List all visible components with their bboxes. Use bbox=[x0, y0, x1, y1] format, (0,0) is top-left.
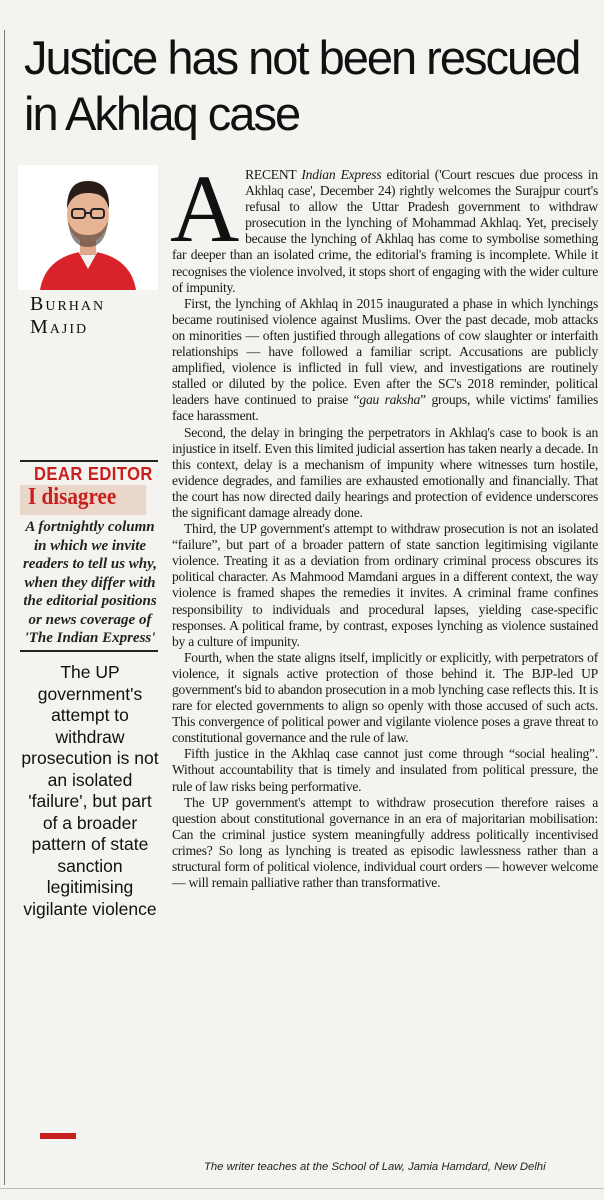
article-body bbox=[170, 155, 599, 891]
drop-cap: A bbox=[170, 155, 240, 262]
article-paragraph-4: Third, the UP government's attempt to withdraw prosecution is not an isolated “failure”, but part of a broader pattern of state sanction legitimising vigilante violence. Treating it as a deviation from ordinary criminal process obscures its political character. As Mahmood Mamdani argues in a different context, the way violence is framed shapes the remedies it invites. A criminal frame confines responsibility to individuals and procedural lapses, yielding case-specific responses. A political frame, by contrast, exposes lynching as violence sustained by a culture of impunity. bbox=[172, 521, 598, 649]
sidebar-title: I disagree bbox=[28, 484, 117, 510]
sidebar-top-rule bbox=[20, 460, 158, 462]
pull-quote: The UP government's attempt to withdraw prosecution is not an isolated 'failure', but part of a broader pattern of state sanction legitimising vigilante violence bbox=[21, 662, 159, 919]
sidebar-kicker: DEAR EDITOR bbox=[34, 464, 153, 484]
article-paragraph-2: First, the lynching of Akhlaq in 2015 inaugurated a phase in which lynchings became routinised violence against Muslims. Over the past decade, mob attacks on minorities — often justified through allegations of cow slaughter or interfaith relationships — have followed a familiar script. Accusations are publicly amplified, violence is inflicted in full view, and investigations are routinely stalled or diluted by the police. Even after the SC's 2018 reminder, political leaders have continued to praise “gau raksha” groups, while victims' families face harassment. bbox=[172, 295, 599, 424]
article-paragraph-5: Fourth, when the state aligns itself, implicitly or explicitly, with perpetrators of violence, it signals active protection of those behind it. The BJP-led UP government's bid to abandon prosecution in a mob lynching case reflects this. It is rare for elected governments to align so openly with those accused of such acts. This convergence of political power and vigilante violence poses a grave threat to constitutional governance and the rule of law. bbox=[172, 649, 598, 746]
article-paragraph-1: ARECENT Indian Express editorial ('Court rescues due process in Akhlaq case', December 24) rightly welcomes the Surajpur court's refusal to allow the Uttar Pradesh government to withdraw prosecution in the lynching of Mohammad Akhlaq. Yet, precisely because the lynching of Akhlaq has come to symbolise something far deeper than an isolated crime, the editorial's framing is incomplete. While it recognises the violence involved, it stops short of engaging with the wider culture of impunity. bbox=[170, 155, 598, 295]
author-byline bbox=[30, 293, 105, 339]
page-bottom-rule bbox=[0, 1188, 604, 1189]
pull-quote-top-rule bbox=[20, 650, 158, 652]
article-paragraph-6: Fifth justice in the Akhlaq case cannot just come through “social healing”. Without accountability that is timely and insulated from political pressure, the rule of law risks being performative. bbox=[172, 746, 598, 794]
sidebar-blurb: A fortnightly column in which we invite readers to tell us why, when they differ with the editorial positions or news coverage of 'The Indian Express' bbox=[22, 519, 158, 646]
author-last-name: Majid bbox=[30, 316, 89, 338]
author-first-name: Burhan bbox=[30, 293, 106, 315]
pull-quote-accent-bar bbox=[40, 1133, 76, 1139]
left-column-rule bbox=[4, 30, 5, 1185]
headline: Justice has not been rescued in Akhlaq case bbox=[24, 31, 580, 140]
article-paragraph-7: The UP government's attempt to withdraw prosecution therefore raises a question about constitutional governance in an era of majoritarian mobilisation: Can the criminal justice system meaningfully address politically incentivised crimes? So long as lynching is treated as episodic lawlessness rather than a structural form of political violence, individual court orders — however welcome — will remain palliative rather than transformative. bbox=[172, 794, 598, 891]
article-paragraph-3: Second, the delay in bringing the perpetrators in Akhlaq's case to book is an injustice in itself. Even this limited judicial assertion has taken nearly a decade. In this context, delay is a mechanism of impunity where witnesses turn hostile, evidence degrades, and families are exhausted emotionally and financially. That the court has now directed daily hearings and protection of evidence underscores the significant damage already done. bbox=[172, 424, 598, 520]
author-photo bbox=[18, 165, 158, 290]
writer-note: The writer teaches at the School of Law, Jamia Hamdard, New Delhi bbox=[204, 1161, 546, 1173]
